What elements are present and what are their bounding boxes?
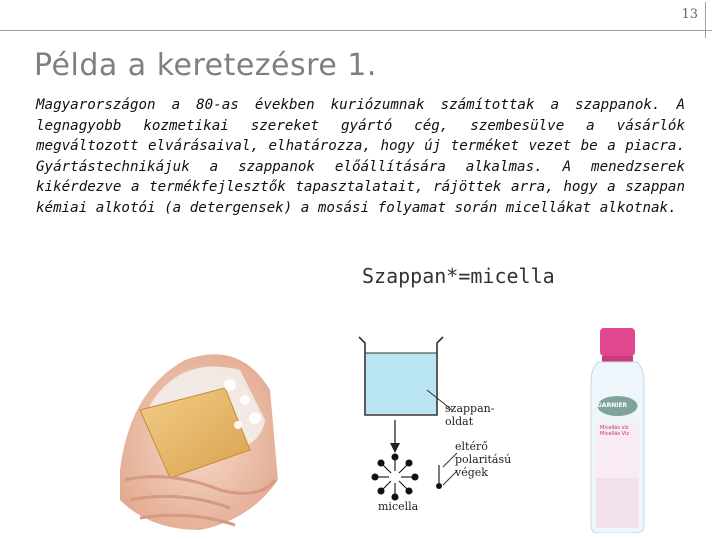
soap-hands-photo <box>110 330 278 535</box>
label-polarity-line3: végek <box>455 466 488 479</box>
bottle-product-line2: Micellás Víz <box>600 431 629 437</box>
body-paragraph: Magyarországon a 80-as években kuriózumnak számítottak a szappanok. A legnagyobb kozmetikai szereket gyártó cég, szembesülve a vásárlók megváltozott elvárásaival, elhatározza, hogy új terméket vezet be a piacra. Gyártástechnikájuk a szappanok előállítására alkalmas. A menedzserek kikérdezve a termékfejlesztők tapasztalatait, rájöttek arra, hogy a szappan kémiai alkotói (a detergensek) a mosási folyamat során micellákat alkotnak. <box>36 97 685 216</box>
soap-micelle-formula: Szappan*=micella <box>362 264 555 288</box>
header-rule-end <box>705 2 706 38</box>
bottle-product-label <box>600 425 629 437</box>
label-soap-solution-line1: szappan- <box>445 402 495 415</box>
page-number: 13 <box>681 7 698 22</box>
label-soap-solution-line2: oldat <box>445 415 474 428</box>
label-polarity-line1: eltérő <box>455 440 488 453</box>
slide-title: Példa a keretezésre 1. <box>34 48 377 83</box>
bottle-brand: GARNIER <box>597 402 628 409</box>
header-rule <box>0 30 712 31</box>
label-soap-solution <box>445 402 494 428</box>
label-micelle: micella <box>378 500 419 513</box>
label-polarity-line2: polaritású <box>455 453 512 466</box>
bottle-product-line1: Micellás víz <box>600 425 629 431</box>
label-polarity <box>455 440 511 479</box>
